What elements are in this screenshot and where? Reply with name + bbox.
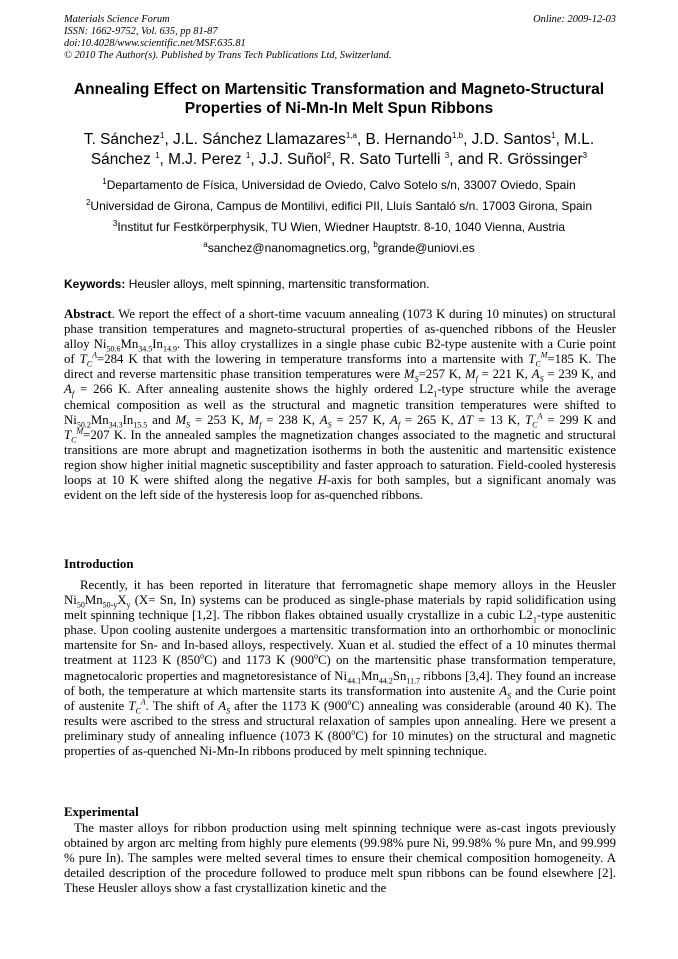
authors-line-1: T. Sánchez$^1$, J.L. Sánchez Llamazares$^{1,a}$, B. Hernando$^{1,b}$, J.D. Santos$^1$, M.L. xyxy=(83,130,595,148)
online-date: Online: 2009-12-03 xyxy=(533,14,616,25)
journal-doi: doi:10.4028/www.scientific.net/MSF.635.81 xyxy=(64,38,246,49)
email-a[interactable]: sanchez@nanomagnetics.org, xyxy=(207,241,374,255)
affiliation-2: $^2$Universidad de Girona, Campus de Montilivi, edifici PII, Lluís Santaló s/n. 17003 Girona, Spain xyxy=(85,198,593,213)
introduction-text: Recently, it has been reported in literature that ferromagnetic shape memory alloys in the Heusler $Ni_{50}Mn_{50-y}X_y$ (X= Sn, In) systems can be produced as single-phase materials by rapid solidification using melt spinning technique [1,2]. The ribbon flakes obtained usually crystallize in a cubic $L2_1$-type austenitic phase. Upon cooling austenite undergoes a martensitic transformation into an orthorhombic or monoclinic martensite for Sn- and In-based alloys, respectively. Xuan et al. studied the effect of a 10 minutes thermal treatment at 1123 K (850$^o$C) and 1173 K (900$^o$C) on the martensitic phase transformation temperature, magnetocaloric properties and magnetoresistance of $Ni_{44.1}Mn_{44.2}Sn_{11.7}$ ribbons [3,4]. They found an increase of both, the temperature at which martensite starts its transformation into austenite $A_S$ and the Curie point of austenite $T_C^A$. The shift of $A_S$ after the 1173 K (900$^o$C) annealing was considerable (around 40 K). The results were ascribed to the stress and structural relaxation of samples upon annealing. Here we present a preliminary study of annealing influence (1073 K (800$^o$C) for 10 minutes) on the structural and magnetic properties of as-quenched Ni-Mn-In ribbons produced by melt spinning technique. xyxy=(64,578,617,759)
paper-title xyxy=(52,80,626,118)
experimental-section xyxy=(64,821,616,896)
authors-line-2: Sánchez $^1$, M.J. Perez $^1$, J.J. Suñol$^2$, R. Sato Turtelli $^3$, and R. Grössinger$^3$ xyxy=(90,150,588,168)
abstract-section xyxy=(64,307,616,503)
journal-copyright: © 2010 The Author(s). Published by Trans Tech Publications Ltd, Switzerland. xyxy=(64,50,392,61)
journal-header xyxy=(64,14,616,62)
introduction-section xyxy=(64,578,616,759)
keywords-text: Heusler alloys, melt spinning, martensitic transformation. xyxy=(125,277,430,291)
experimental-heading: Experimental xyxy=(64,805,139,819)
email-b[interactable]: grande@uniovi.es xyxy=(377,241,475,255)
keywords xyxy=(64,277,616,291)
journal-name: Materials Science Forum xyxy=(64,14,170,25)
experimental-text: The master alloys for ribbon production using melt spinning technique were as-cast ingots previously obtained by argon arc melting from highly pure elements (99.98% pure Ni, 99.98% % pure Mn, and 99.999 % pure In). The samples were melted several times to ensure their chemical composition homogeneity. A detailed description of the procedure followed to produce melt spun ribbons can be found elsewhere [2]. These Heusler alloys show a fast crystallization kinetic and the xyxy=(64,821,616,896)
abstract-text: . We report the effect of a short-time vacuum annealing (1073 K during 10 minutes) on structural phase transition temperatures and magneto-structural properties of as-quenched ribbons of the Heusler alloy $Ni_{50.6}Mn_{34.5}In_{14.9}$. This alloy crystallizes in a single phase cubic B2-type austenite with a Curie point of $T_C^A=284$ K that with the lowering in temperature transforms into a martensite with $T_C^M=185$ K. The direct and reverse martensitic phase transition temperatures were $M_S=257$ K, $M_f = 221$ K, $A_S = 239$ K, and $A_f = 266$ K. After annealing austenite shows the highly ordered $L2_1$-type structure while the average chemical composition as well as the structural and magnetic transition temperatures were shifted to $Ni_{50.2}Mn_{34.3}In_{15.5}$ and $M_S = 253$ K, $M_f = 238$ K, $A_S = 257$ K, $A_f = 265$ K, ΔT = 13 K, $T_C^A = 299$ K and $T_C^M=207$ K. In the annealed samples the magnetization changes associated to the magnetic and structural transitions are more abrupt and magnetization isotherms in both the austenitic and martensitic existence region show higher initial magnetic susceptibility and faster approach to saturation. Field-cooled hysteresis loops at 10 K were shifted along the negative H-axis for both samples, but a significant anomaly was evident on the left side of the hysteresis loop for as-quenched ribbons. xyxy=(64,307,617,503)
title-line-2: Properties of Ni-Mn-In Melt Spun Ribbons xyxy=(184,100,494,117)
abstract-label: Abstract xyxy=(64,307,112,321)
title-line-1: Annealing Effect on Martensitic Transformation and Magneto-Structural xyxy=(73,81,605,98)
introduction-heading: Introduction xyxy=(64,557,134,571)
author-list xyxy=(56,130,622,170)
affiliation-3: $^3$Institut fur Festkörperphysik, TU Wien, Wiedner Hauptstr. 8-10, 1040 Vienna, Austria xyxy=(112,219,566,234)
affiliation-1: $^1$Departamento de Física, Universidad de Oviedo, Calvo Sotelo s/n, 33007 Oviedo, Spain xyxy=(102,177,576,192)
journal-issn: ISSN: 1662-9752, Vol. 635, pp 81-87 xyxy=(64,26,218,37)
keywords-label: Keywords: xyxy=(64,277,126,291)
email-addresses: $^a$sanchez@nanomagnetics.org, $^b$grande@uniovi.es xyxy=(203,240,475,255)
